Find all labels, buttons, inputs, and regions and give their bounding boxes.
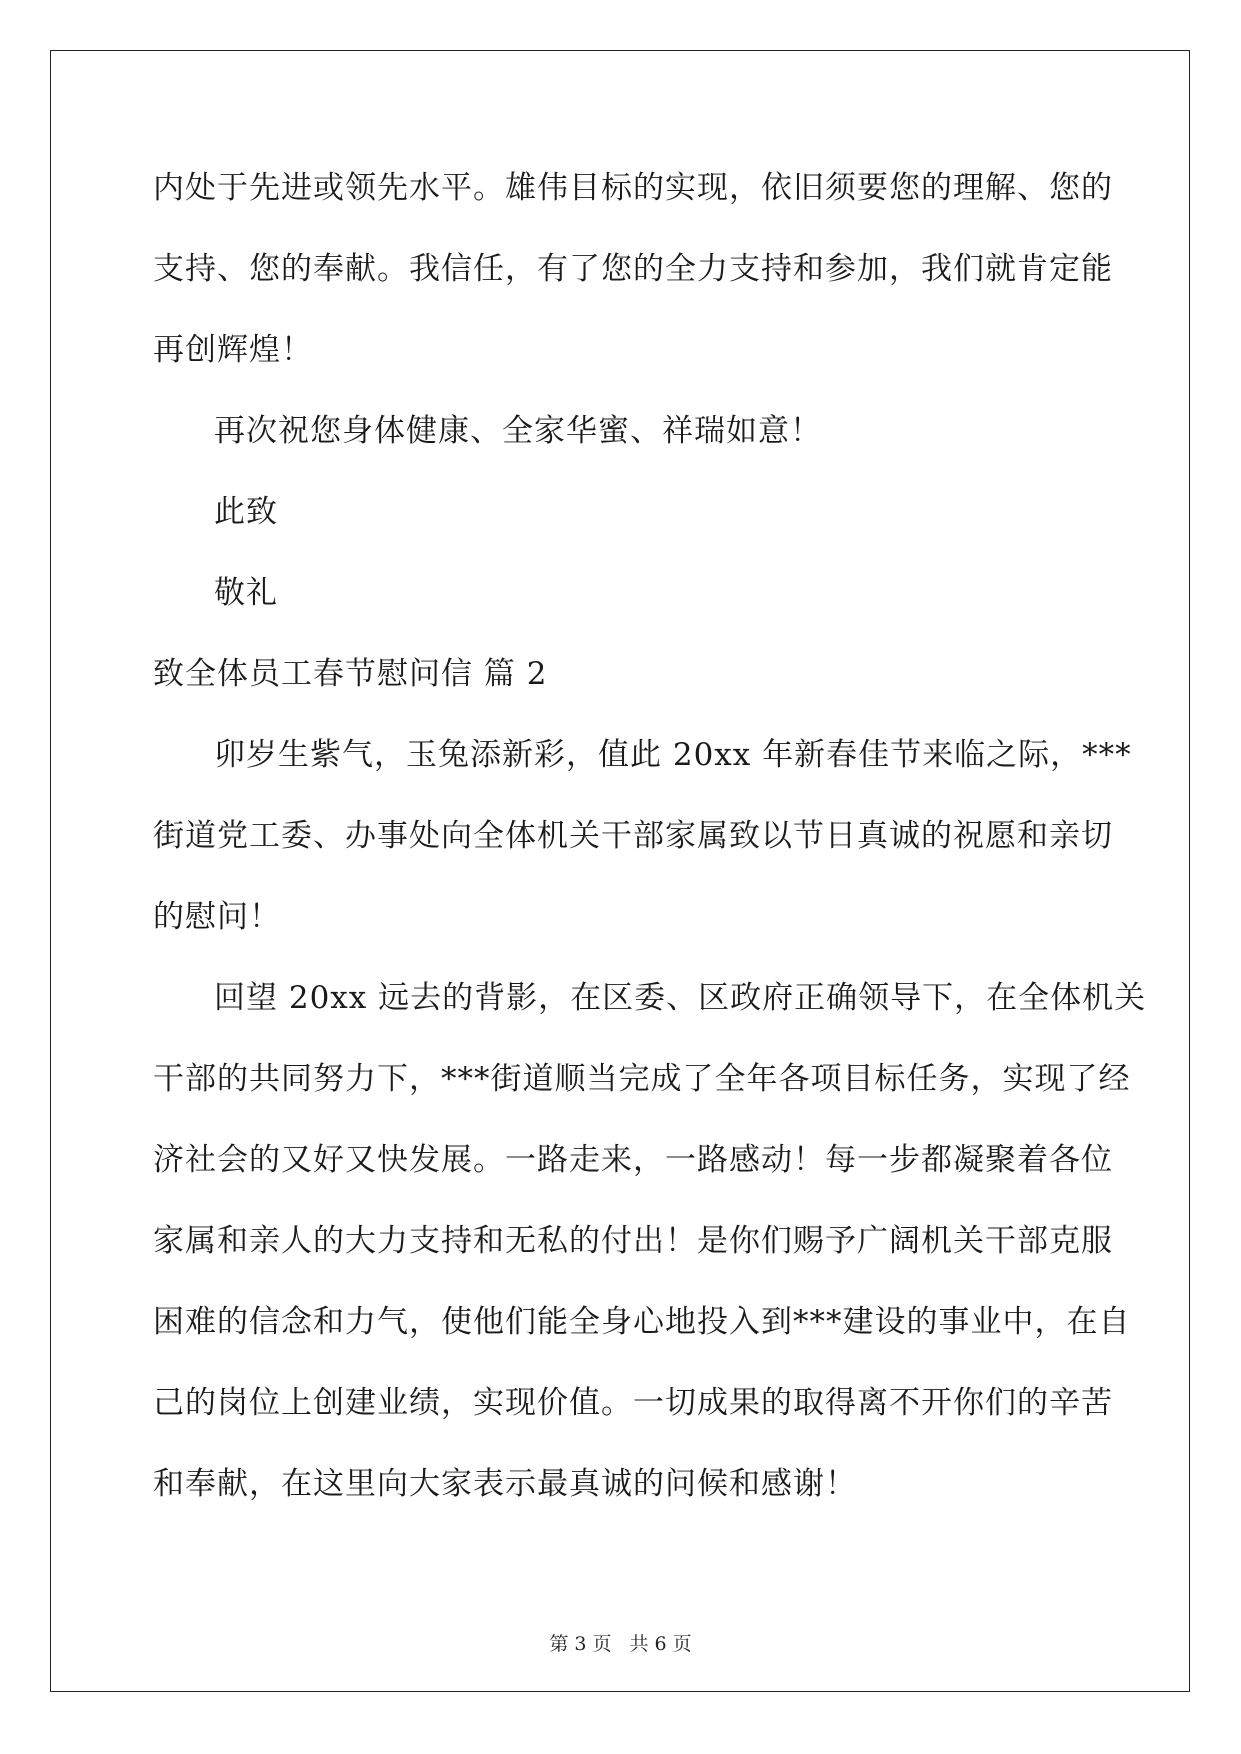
paragraph-line: 卯岁生紫气，玉兔添新彩，值此 20xx 年新春佳节来临之际，***: [214, 737, 1132, 773]
paragraph-line: 和奉献，在这里向大家表示最真诚的问候和感谢！: [153, 1466, 857, 1502]
page-footer: [0, 1632, 1241, 1656]
page-border: [50, 50, 1190, 1692]
paragraph-line: 街道党工委、办事处向全体机关干部家属致以节日真诚的祝愿和亲切: [153, 818, 1113, 854]
paragraph-line: 再次祝您身体健康、全家华蜜、祥瑞如意！: [214, 413, 822, 449]
paragraph-line: 济社会的又好又快发展。一路走来，一路感动！每一步都凝聚着各位: [153, 1142, 1113, 1178]
closing-line: 此致: [214, 494, 278, 530]
paragraph-line: 的慰问！: [153, 899, 281, 935]
closing-line: 敬礼: [214, 575, 278, 611]
section-title: 致全体员工春节慰问信 篇 2: [153, 656, 548, 692]
paragraph-line: 回望 20xx 远去的背影，在区委、区政府正确领导下，在全体机关: [214, 980, 1147, 1016]
paragraph-line: 己的岗位上创建业绩，实现价值。一切成果的取得离不开你们的辛苦: [153, 1385, 1113, 1421]
paragraph-line: 干部的共同努力下，***街道顺当完成了全年各项目标任务，实现了经: [153, 1061, 1131, 1097]
paragraph-line: 再创辉煌！: [153, 332, 313, 368]
paragraph-line: 困难的信念和力气，使他们能全身心地投入到***建设的事业中，在自: [153, 1304, 1131, 1340]
page-number: 第 3 页: [549, 1633, 612, 1655]
paragraph-line: 内处于先进或领先水平。雄伟目标的实现，依旧须要您的理解、您的: [153, 170, 1113, 206]
page-total: 共 6 页: [629, 1633, 692, 1655]
paragraph-line: 支持、您的奉献。我信任，有了您的全力支持和参加，我们就肯定能: [153, 251, 1113, 287]
paragraph-line: 家属和亲人的大力支持和无私的付出！是你们赐予广阔机关干部克服: [153, 1223, 1113, 1259]
